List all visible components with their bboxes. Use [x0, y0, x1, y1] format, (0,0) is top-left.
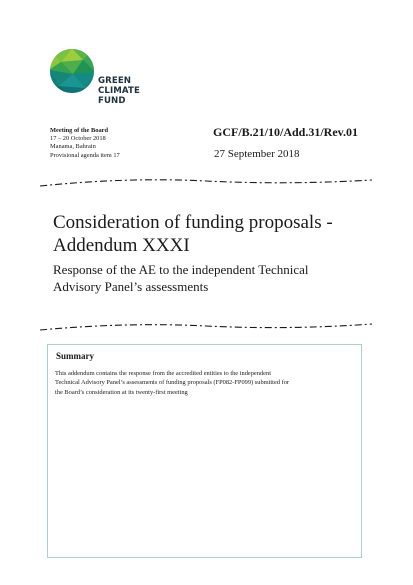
meeting-dates: 17 – 20 October 2018 [50, 135, 106, 143]
meeting-heading: Meeting of the Board [50, 127, 109, 134]
meeting-info [50, 127, 120, 160]
summary-line-3: the Board’s consideration at its twenty-first meeting [55, 388, 188, 396]
title-line-2: Addendum XXXI [53, 235, 190, 256]
logo-text-climate: CLIMATE [98, 86, 140, 97]
meeting-agenda-item: Provisional agenda item 17 [50, 151, 120, 159]
summary-box [47, 344, 362, 558]
summary-line-1: This addendum contains the response from the accredited entities to the independent [55, 370, 271, 377]
document-reference: GCF/B.21/10/Add.31/Rev.01 [213, 125, 359, 139]
document-title [53, 211, 383, 257]
subtitle-line-2: Advisory Panel’s assessments [53, 279, 209, 294]
logo-text-fund: FUND [98, 96, 126, 107]
summary-line-2: Technical Advisory Panel’s assessments of funding proposals (FP082-FP099) submitted for [55, 379, 290, 387]
gcf-globe-icon [49, 48, 95, 94]
gcf-logo [49, 48, 149, 108]
top-divider [38, 176, 374, 190]
subtitle-line-1: Response of the AE to the independent Technical [53, 262, 309, 277]
gcf-wordmark [98, 76, 140, 107]
logo-text-green: GREEN [98, 76, 132, 86]
document-date: 27 September 2018 [214, 148, 300, 160]
summary-heading: Summary [56, 351, 94, 361]
meeting-location: Manama, Bahrain [50, 143, 96, 151]
bottom-divider [38, 320, 374, 334]
title-line-1: Consideration of funding proposals - [53, 212, 333, 233]
summary-text [55, 369, 355, 397]
document-subtitle [53, 261, 393, 295]
